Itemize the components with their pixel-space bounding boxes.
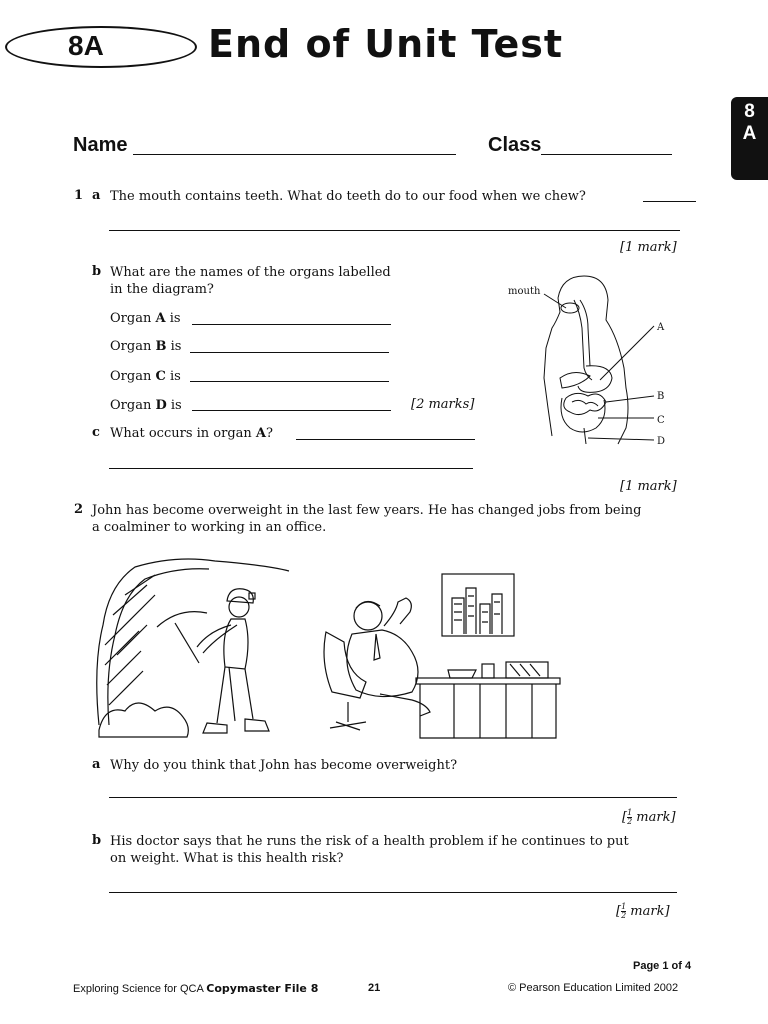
mark-1a: [1 mark] xyxy=(620,240,677,255)
question-1b-text-2: in the diagram? xyxy=(110,282,214,297)
desk-tray-lines xyxy=(510,664,540,676)
large-intestine xyxy=(561,398,605,432)
label-mouth: mouth xyxy=(508,286,541,297)
mark-2b-denominator: 2 xyxy=(621,911,627,920)
organ-suffix: is xyxy=(169,311,181,326)
question-2-number: 2 xyxy=(74,502,84,517)
desk-tray xyxy=(506,662,548,678)
window-buildings xyxy=(452,588,502,634)
footer-copymaster: Copymaster File 8 xyxy=(206,982,319,995)
mark-2b xyxy=(616,903,670,920)
coalminer-illustration xyxy=(95,555,295,745)
pointer-mouth xyxy=(544,294,566,308)
organ-prefix: Organ xyxy=(110,369,152,384)
organ-b-prompt xyxy=(110,338,181,355)
mug xyxy=(482,664,494,678)
organ-letter-c: C xyxy=(155,369,166,384)
answer-1a-line[interactable] xyxy=(109,230,680,231)
copyright: © Pearson Education Limited 2002 xyxy=(508,982,679,994)
organ-prefix: Organ xyxy=(110,339,152,354)
mark-2a-denominator: 2 xyxy=(627,817,633,826)
mark-2b-numerator: 1 xyxy=(621,902,627,911)
question-1c-end: ? xyxy=(266,426,273,441)
mark-2a-open: [ xyxy=(622,810,628,825)
organ-c-prompt xyxy=(110,368,181,385)
body-outline xyxy=(558,276,628,444)
mouth-cavity xyxy=(561,303,579,313)
mark-1c: [1 mark] xyxy=(620,479,677,494)
organ-suffix: is xyxy=(170,339,182,354)
unit-tab xyxy=(731,97,768,180)
organ-prefix: Organ xyxy=(110,398,152,413)
body-outline-left xyxy=(544,298,560,436)
page-number: 21 xyxy=(368,982,381,994)
question-1c-text xyxy=(110,425,273,442)
organ-letter-b: B xyxy=(155,339,167,354)
pickaxe-handle xyxy=(175,623,199,663)
question-2-text-2: a coalminer to working in an office. xyxy=(92,520,327,535)
mark-2b-open: [ xyxy=(616,904,622,919)
miner-head xyxy=(229,597,249,617)
question-1c-organ: A xyxy=(255,426,267,441)
chair xyxy=(324,632,366,698)
miner-arm xyxy=(197,625,237,653)
rectum xyxy=(584,428,586,444)
miner-boots xyxy=(203,719,269,733)
pointer-a xyxy=(600,326,654,380)
digestive-system-diagram xyxy=(500,268,690,458)
answer-organ-b[interactable] xyxy=(190,352,389,353)
pickaxe-head xyxy=(157,612,207,627)
small-intestine xyxy=(564,393,606,414)
worker-legs xyxy=(380,694,430,716)
question-1c-letter: c xyxy=(92,425,100,440)
organ-suffix: is xyxy=(169,369,181,384)
class-label: Class xyxy=(488,134,542,156)
page-title: End of Unit Test xyxy=(208,22,564,66)
organ-letter-d: D xyxy=(155,398,167,413)
mark-2b-close: mark] xyxy=(626,904,670,919)
footer-series: Exploring Science for QCA xyxy=(73,983,204,995)
question-1c-prompt: What occurs in organ xyxy=(110,426,252,441)
label-a: A xyxy=(657,322,665,333)
answer-organ-c[interactable] xyxy=(190,381,389,382)
answer-1c-inline[interactable] xyxy=(296,439,475,440)
mine-wall xyxy=(97,559,289,725)
rocks xyxy=(99,703,188,737)
liver xyxy=(560,372,590,388)
window-building-windows xyxy=(454,596,500,622)
answer-2a-line[interactable] xyxy=(109,797,677,798)
organ-letter-a: A xyxy=(155,311,166,326)
unit-tab-number: 8 xyxy=(744,101,755,122)
chair-base xyxy=(330,702,366,730)
unit-badge: 8A xyxy=(68,30,104,61)
esophagus xyxy=(574,300,592,380)
question-2b-text-2: on weight. What is this health risk? xyxy=(110,851,344,866)
question-1a-text: The mouth contains teeth. What do teeth do to our food when we chew? xyxy=(110,189,586,204)
organ-prefix: Organ xyxy=(110,311,152,326)
office-worker-illustration xyxy=(320,572,565,742)
answer-organ-d[interactable] xyxy=(192,410,391,411)
answer-2b-line[interactable] xyxy=(109,892,677,893)
page-indicator: Page 1 of 4 xyxy=(633,960,692,972)
organ-suffix: is xyxy=(170,398,182,413)
name-label: Name xyxy=(73,134,128,156)
question-1b-letter: b xyxy=(92,264,102,279)
question-1a-letter: a xyxy=(92,188,101,203)
miner-legs xyxy=(217,667,253,723)
pointer-b xyxy=(606,396,654,402)
worker-arm-phone xyxy=(384,598,411,626)
organ-d-prompt xyxy=(110,397,182,414)
question-1b-text-1: What are the names of the organs labelled xyxy=(110,265,391,280)
question-2a-letter: a xyxy=(92,757,101,772)
mark-1b: [2 marks] xyxy=(411,397,475,412)
worker-tie xyxy=(374,634,380,660)
worker-body xyxy=(347,630,418,697)
mark-2a xyxy=(622,809,676,826)
question-2b-letter: b xyxy=(92,833,102,848)
mark-2a-close: mark] xyxy=(632,810,676,825)
phone xyxy=(448,670,476,678)
question-1-number: 1 xyxy=(74,188,84,203)
desk-body xyxy=(420,684,556,738)
label-c: C xyxy=(657,415,665,426)
window-frame xyxy=(442,574,514,636)
esophagus-inner xyxy=(580,300,590,366)
name-field[interactable] xyxy=(133,154,456,155)
label-d: D xyxy=(657,436,666,447)
label-b: B xyxy=(657,391,665,402)
question-2a-text: Why do you think that John has become overweight? xyxy=(110,758,458,773)
organ-a-prompt xyxy=(110,310,181,327)
answer-1a-inline[interactable] xyxy=(643,201,696,202)
footer-source xyxy=(73,982,318,995)
answer-organ-a[interactable] xyxy=(192,324,391,325)
question-2b-text-1: His doctor says that he runs the risk of a health problem if he continues to put xyxy=(110,834,629,849)
unit-tab-letter: A xyxy=(742,123,757,144)
answer-1c-line[interactable] xyxy=(109,468,473,469)
stomach xyxy=(578,366,612,393)
class-field[interactable] xyxy=(541,154,672,155)
desk-top xyxy=(416,678,560,684)
question-2-text-1: John has become overweight in the last few years. He has changed jobs from being xyxy=(92,503,642,518)
mark-2a-numerator: 1 xyxy=(627,808,633,817)
